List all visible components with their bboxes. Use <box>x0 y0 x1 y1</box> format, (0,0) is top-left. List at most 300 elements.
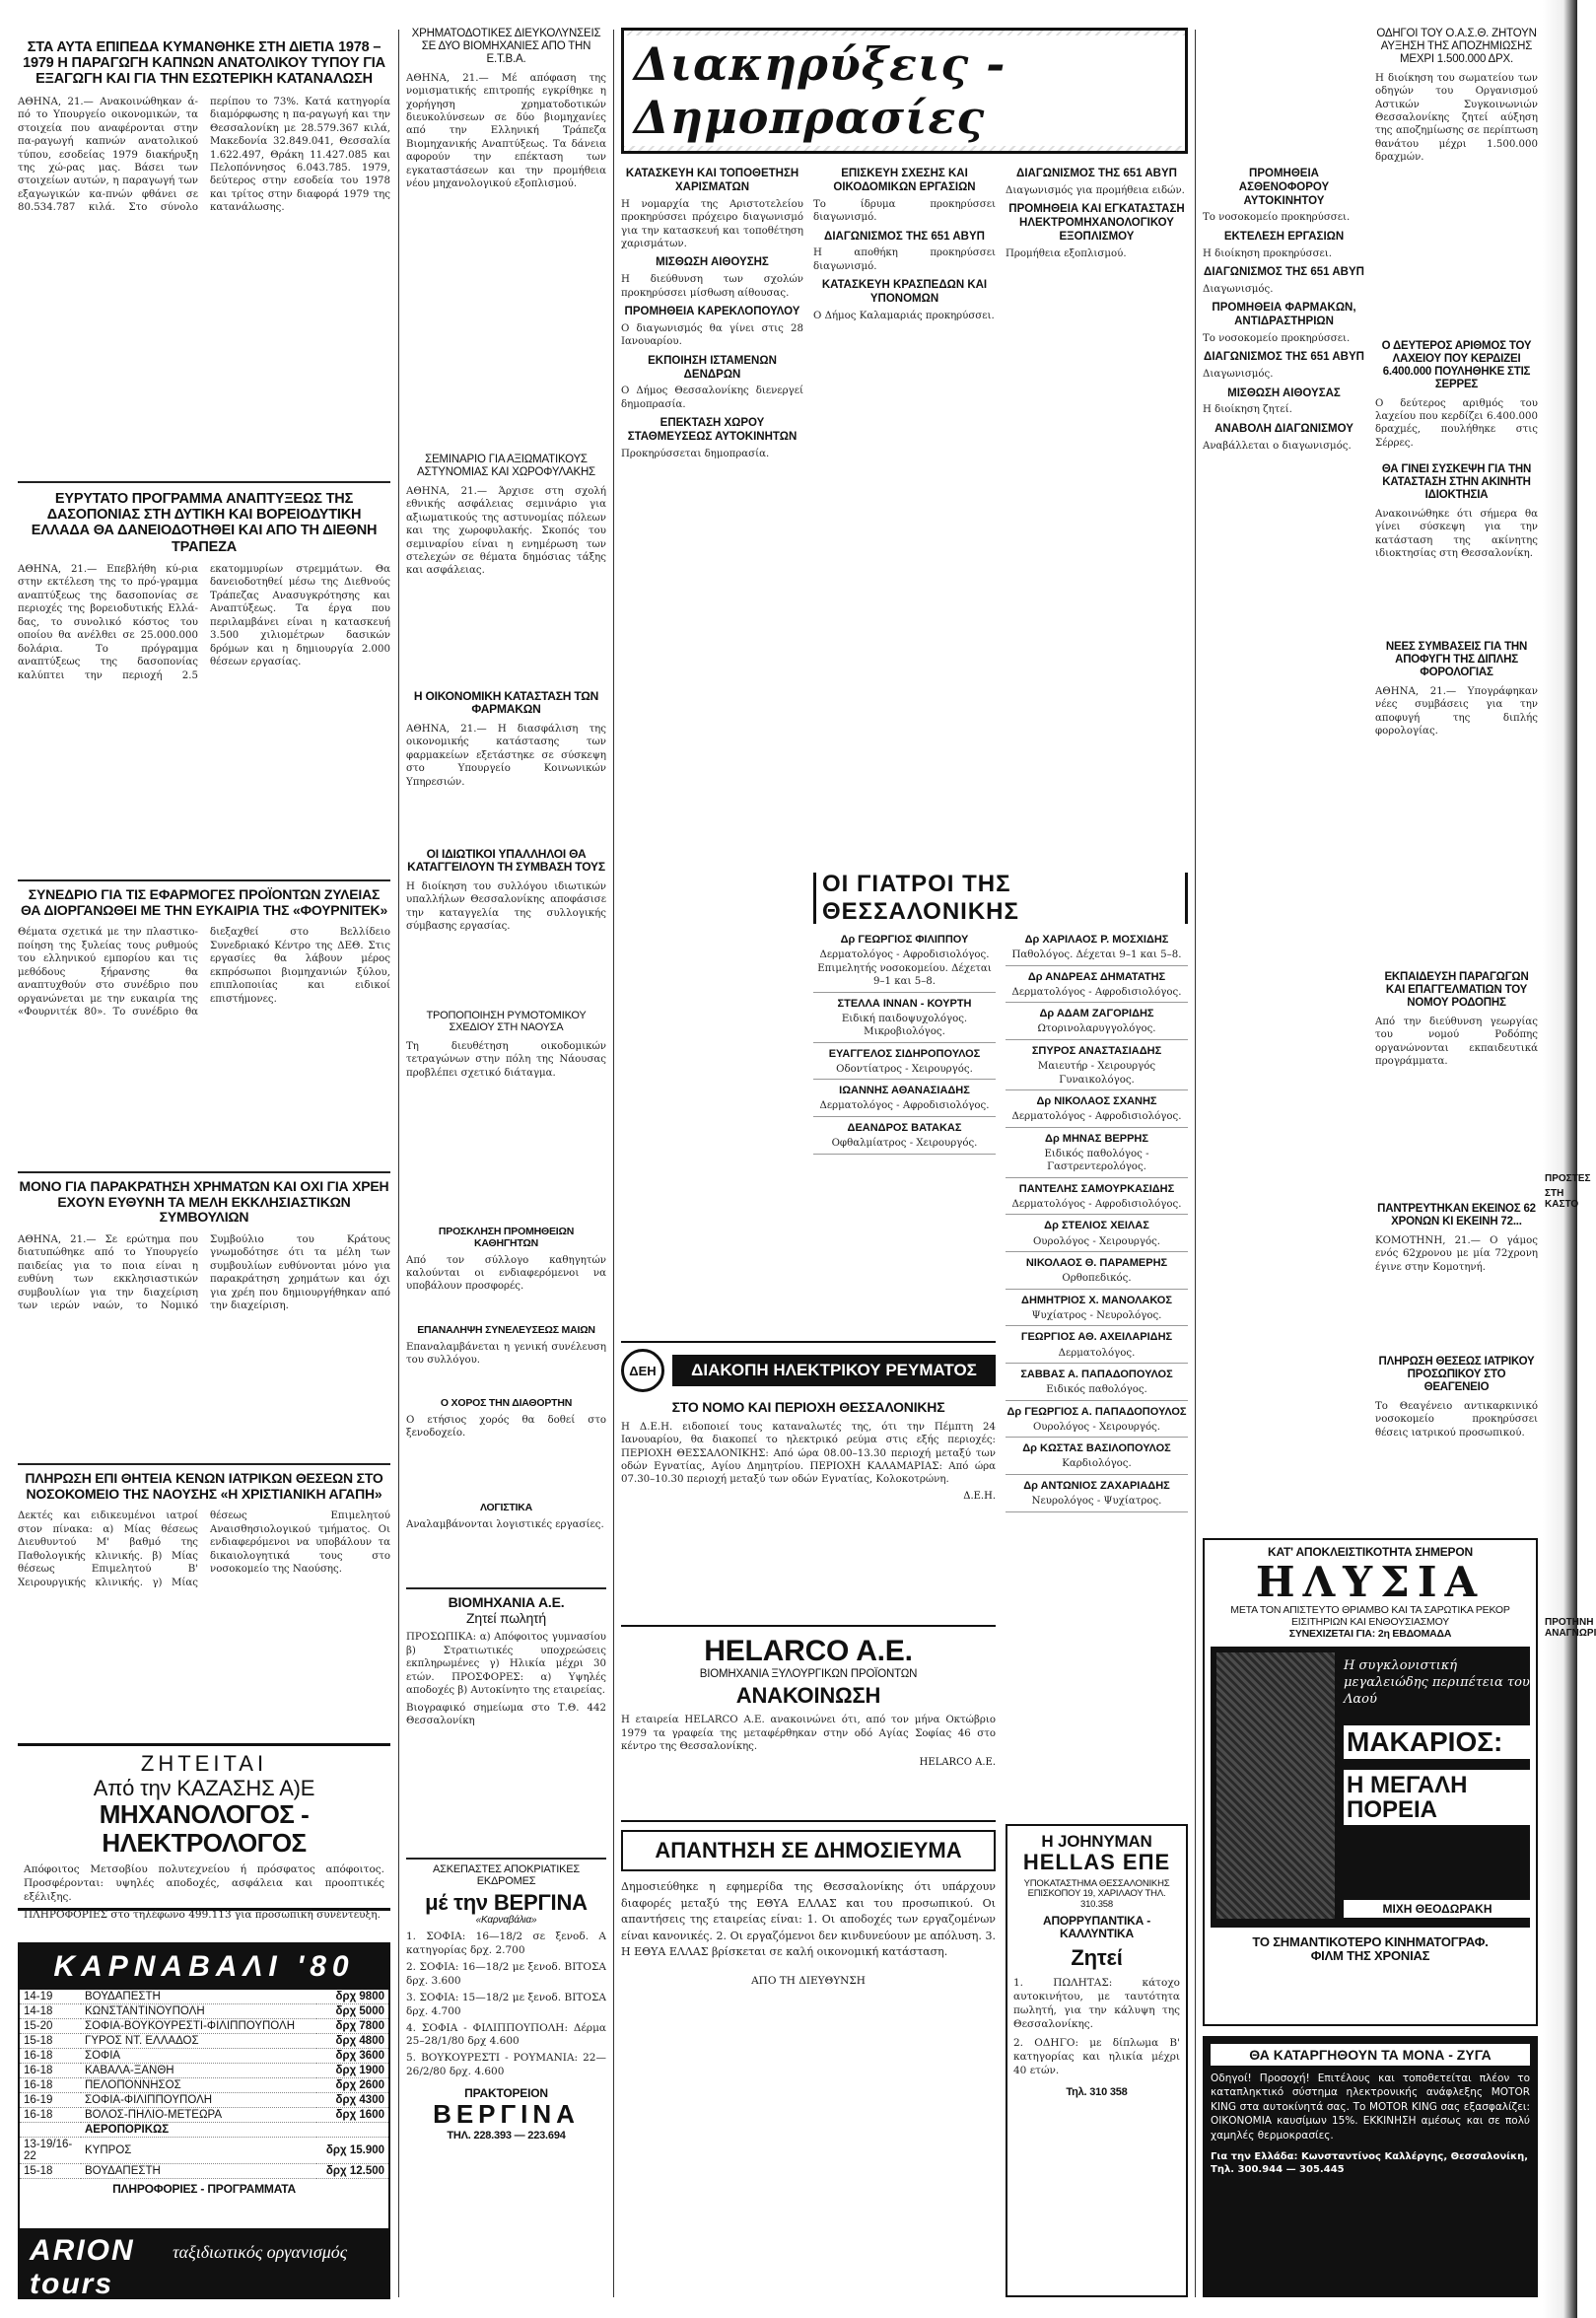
article-church-councils <box>18 1179 390 1455</box>
doctor-name: Δρ ΑΝΤΩΝΙΟΣ ΖΑΧΑΡΙΑΔΗΣ <box>1023 1479 1170 1492</box>
tender-body: Διαγωνισμός. <box>1203 283 1274 295</box>
tender-headline: ΠΡΟΜΗΘΕΙΑ ΚΑΡΕΚΛΟΠΟΥΛΟΥ <box>624 306 800 318</box>
schedule-destination: ΚΩΝΣΤΑΝΤΙΝΟΥΠΟΛΗ <box>81 2003 316 2018</box>
article-body: ΑΘΗΝΑ, 21.— Επεβλήθη κύ-ρια στην εκτέλεση της το πρό-γραμμα αναπτύξεως της δασοπονίας σε περιοχές της βορειοδυτικής Ελλά-δας, το συνολικό κόστος του οποίου θα ανέλθει σε 25.000.000 δολάρια. Το πρόγραμμα αναπτύξεως της δασοπονίας καλύπτει την περιοχή 2.5 εκατομμυρίων στρεμμάτων. Θα δανειοδοτηθεί μέσω της Διεθνούς Τράπεζας Ανασυγκρότησης και Αναπτύξεως. Τα έργα που περιλαμβάνει είναι η κατασκευή 3.500 χιλιομέτρων δασικών δρόμων και η δημιουργία 2.000 θέσεων εργασίας. <box>18 563 390 681</box>
tender-body: Η νομαρχία της Αριστοτελείου προκηρύσσει πρόχειρο διαγωνισμό για την κατασκευή και τοποθέτηση χαρισμάτων. <box>621 198 803 249</box>
industry-body: ΠΡΟΣΩΠΙΚΑ: α) Απόφοιτος γυμνασίου β) Στρατιωτικές υποχρεώσεις εκπληρωμένες γ) Ηλικία μέχρι 30 ετών. ΠΡΟΣΦΟΡΕΣ: α) Υψηλές αποδοχές β) Αυτοκίνητο της εταιρείας. <box>406 1632 606 1697</box>
notice-meeting <box>406 1325 606 1394</box>
helarco-heading: ΑΝΑΚΟΙΝΩΣΗ <box>735 1683 881 1709</box>
doctor-listing <box>1006 1008 1188 1040</box>
helarco-subtitle: ΒΙΟΜΗΧΑΝΙΑ ΞΥΛΟΥΡΓΙΚΩΝ ΠΡΟΪΟΝΤΩΝ <box>699 1667 918 1680</box>
cinema-top-line: ΚΑΤ' ΑΠΟΚΛΕΙΣΤΙΚΟΤΗΤΑ ΣΗΜΕΡΟΝ <box>1268 1545 1473 1559</box>
power-cut-notice <box>621 1341 996 1617</box>
schedule-destination: ΑΕΡΟΠΟΡΙΚΩΣ <box>81 2122 316 2137</box>
tender-body: Η διοίκηση προκηρύσσει. <box>1203 247 1333 259</box>
tender-body: Ο διαγωνισμός θα γίνει στις 28 Ιανουαρίου. <box>621 322 803 348</box>
doctor-listing <box>813 934 996 993</box>
article-etba <box>406 28 606 442</box>
karnavali-title: ΚΑΡΝΑΒΑΛΙ '80 <box>20 1944 388 1990</box>
tender-item <box>813 168 996 225</box>
doctor-name: ΙΩΑΝΝΗΣ ΑΘΑΝΑΣΙΑΔΗΣ <box>839 1085 970 1097</box>
tender-item <box>1203 168 1365 225</box>
doctor-name: ΣΑΒΒΑΣ Α. ΠΑΠΑΔΟΠΟΥΛΟΣ <box>1020 1368 1173 1380</box>
doctor-info: Ειδικός παθολόγος - Γαστρεντερολόγος. <box>1044 1148 1149 1173</box>
doctor-info: Δερματολόγος - Αφροδισιολόγος. <box>1011 1198 1182 1210</box>
article-property-meeting <box>1375 463 1538 636</box>
article-body: ΑΘΗΝΑ, 21.— Άρχισε στη σχολή εθνικής ασφάλειας σεμινάριο για αξιωματικούς της αστυνομίας πόλεων και της χωροφυλακής. Σκοπός του σεμιναρίου είναι η ενημέρωση των στελεχών σε θέματα δημόσιας τάξης και ασφάλειας. <box>406 485 606 577</box>
karnavali-schedule-table <box>20 1990 388 2179</box>
article-headline: ΠΛΗΡΩΣΗ ΕΠΙ ΘΗΤΕΙΑ ΚΕΝΩΝ ΙΑΤΡΙΚΩΝ ΘΕΣΕΩΝ ΣΤΟ ΝΟΣΟΚΟΜΕΙΟ ΤΗΣ ΝΑΟΥΣΗΣ «Η ΧΡΙΣΤΙΑΝΙΚΗ ΑΓΑΠΗ» <box>25 1470 383 1502</box>
schedule-price: δρχ 5000 <box>316 2003 388 2018</box>
doctor-name: ΝΙΚΟΛΑΟΣ Θ. ΠΑΡΑΜΕΡΗΣ <box>1025 1257 1168 1270</box>
ad-company: Από την ΚΑΖΑΣΗΣ Α)Ε <box>93 1775 315 1800</box>
article-headline: ΧΡΗΜΑΤΟΔΟΤΙΚΕΣ ΔΙΕΥΚΟΛΥΝΣΕΙΣ ΣΕ ΔΥΟ ΒΙΟΜΗΧΑΝΙΕΣ ΑΠΟ ΤΗΝ Ε.Τ.Β.Α. <box>411 28 601 65</box>
vergina-trip: 3. ΣΟΦΙΑ: 15—18/2 με ξενοδ. ΒΙΤΟΣΑ δρχ. 4.700 <box>406 1991 606 2017</box>
helarco-announcement <box>621 1625 996 1812</box>
tender-body: Προκηρύσσεται δημοπρασία. <box>621 448 770 459</box>
vergina-trip: 4. ΣΟΦΙΑ - ΦΙΛΙΠΠΟΥΠΟΛΗ: Δέρμα 25–28/1/80 δρχ 4.600 <box>406 2021 606 2048</box>
cinema-bottom1: ΤΟ ΣΗΜΑΝΤΙΚΟΤΕΡΟ ΚΙΝΗΜΑΤΟΓΡΑΦ. <box>1252 1933 1489 1949</box>
industry-contact: Βιογραφικό σημείωμα στο Τ.Θ. 442 Θεσσαλονίκη <box>406 1702 606 1727</box>
helarco-body: Η εταιρεία HELARCO A.E. ανακοινώνει ότι, από τον μήνα Οκτώβριο 1979 τα γραφεία της μεταφέρθηκαν στην οδό Αγίας Σοφίας 46 στο κέντρο της Θεσσαλονίκης. <box>621 1715 996 1752</box>
tender-headline: ΠΡΟΜΗΘΕΙΑ ΑΣΘΕΝΟΦΟΡΟΥ ΑΥΤΟΚΙΝΗΤΟΥ <box>1238 168 1330 207</box>
ad-contact: ΠΛΗΡΟΦΟΡΙΕΣ στο τηλέφωνο 499.113 για προσωπική συνέντευξη. <box>24 1909 381 1922</box>
notice-headline: ΛΟΓΙΣΤΙΚΑ <box>479 1502 533 1513</box>
motor-king-contact: Για την Ελλάδα: Κωνσταντίνος Καλλέργης, Θεσσαλονίκη, Τηλ. 300.944 — 305.445 <box>1211 2151 1529 2176</box>
doctor-info: Ειδική παιδοψυχολόγος. Μικροβιολόγος. <box>841 1013 968 1038</box>
schedule-date: 13-19/16-22 <box>20 2137 81 2163</box>
notice-dance <box>406 1398 606 1497</box>
doctor-info: Οδοντίατρος - Χειρουργός. <box>836 1063 973 1075</box>
schedule-price: δρχ 15.900 <box>316 2137 388 2163</box>
doctor-info: Μαιευτήρ - Χειρουργός Γυναικολόγος. <box>1037 1061 1156 1086</box>
doctor-listing <box>1006 1133 1188 1178</box>
doctor-name: Δρ ΓΕΩΡΓΙΟΣ ΦΙΛΙΠΠΟΥ <box>840 934 969 946</box>
tender-item <box>621 256 803 300</box>
reply-body: Δημοσιεύθηκε η εφημερίδα της Θεσσαλονίκης ότι υπάρχουν διαφορές μεταξύ της ΕΘΥΑ ΕΛΛΑΣ και του προσωπικού. Οι απαντήσεις της εταιρείας είναι: 1. Οι αποδοχές των εργαζομένων είναι κανονικές. 2. Οι εργαζόμενοι δεν κινδυνεύουν με απόλυση. 3. Η ΕΘΥΑ ΕΛΛΑΣ βρίσκεται σε καλή οικονομική κατάσταση. <box>621 1880 996 1958</box>
article-headline: ΘΑ ΓΙΝΕΙ ΣΥΣΚΕΨΗ ΓΙΑ ΤΗΝ ΚΑΤΑΣΤΑΣΗ ΣΤΗΝ ΑΚΙΝΗΤΗ ΙΔΙΟΚΤΗΣΙΑ <box>1381 463 1532 501</box>
article-tobacco <box>18 39 390 473</box>
doctor-info: Δερματολόγος - Αφροδισιολόγος. <box>1011 986 1182 998</box>
tender-body: Το νοσοκομείο προκηρύσσει. <box>1203 212 1351 224</box>
schedule-date: 16-19 <box>20 2092 81 2107</box>
edge-headline-2: ΣΤΗ ΚΑΣΤΟ <box>1545 1188 1579 1210</box>
doctor-name: ΔΗΜΗΤΡΙΟΣ Χ. ΜΑΝΟΛΑΚΟΣ <box>1021 1294 1172 1306</box>
article-body: Ανακοινώθηκε ότι σήμερα θα γίνει σύσκεψη για την κατάσταση της ακίνητης ιδιοκτησίας στη Θεσσαλονίκη. <box>1375 508 1538 559</box>
article-body: Δεκτές και ειδικευμένοι ιατροί στον πίνακα: α) Μίας θέσεως Διευθυντού Μ' βαθμό της Παθολογικής κλινικής. β) Μίας θέσεως Επιμελητού Β' Χειρουργικής κλινικής. γ) Μίας θέσεως Επιμελητού Αναισθησιολογικού τμήματος. Οι ενδιαφερόμενοι να υποβάλουν τα δικαιολογητικά τους στο νοσοκομείο της Ναούσης. <box>18 1510 390 1588</box>
tender-headline: ΕΠΕΚΤΑΣΗ ΧΩΡΟΥ ΣΤΑΘΜΕΥΣΕΩΣ ΑΥΤΟΚΙΝΗΤΩΝ <box>627 417 798 444</box>
helarco-sign: HELARCO A.E. <box>919 1757 996 1769</box>
schedule-price: δρχ 12.500 <box>316 2163 388 2178</box>
article-body: Η διοίκηση του συλλόγου ιδιωτικών υπαλλήλων Θεσσαλονίκης αποφάσισε την καταγγελία της συλλογικής σύμβασης εργασίας. <box>406 880 606 933</box>
schedule-destination: ΓΥΡΟΣ ΝΤ. ΕΛΛΑΔΟΣ <box>81 2033 316 2048</box>
article-body: Η διοίκηση του σωματείου των οδηγών του Οργανισμού Αστικών Συγκοινωνιών Θεσσαλονίκης ζητεί αύξηση της αποζημίωσης σε περίπτωση θανάτου μέχρι 1.500.000 δραχμών. <box>1375 72 1538 164</box>
schedule-price: δρχ 3600 <box>316 2048 388 2063</box>
schedule-date: 16-18 <box>20 2077 81 2092</box>
doctor-listing <box>1006 1045 1188 1090</box>
tenders-column-4 <box>1203 162 1365 1227</box>
doctor-name: Δρ ΚΩΣΤΑΣ ΒΑΣΙΛΟΠΟΥΛΟΣ <box>1022 1442 1171 1455</box>
schedule-date: 15-20 <box>20 2018 81 2033</box>
film-poster <box>1211 1647 1530 1928</box>
article-double-taxation <box>1375 641 1538 966</box>
article-wedding <box>1375 1203 1538 1351</box>
tender-body: Διαγωνισμός. <box>1203 369 1274 381</box>
doctor-listing <box>1006 971 1188 1004</box>
tender-item <box>621 168 803 250</box>
johnyman-address: ΥΠΟΚΑΤΑΣΤΗΜΑ ΘΕΣΣΑΛΟΝΙΚΗΣ ΕΠΙΣΚΟΠΟΥ 19, ΧΑΡΙΛΑΟΥ ΤΗΛ. 310.358 <box>1023 1877 1170 1910</box>
edge-headline-3: ΠΡΟΤΗΝΗ ΑΝΑΓΝΩΡΙ <box>1545 1617 1596 1639</box>
vergina-headline: ΑΣΚΕΠΑΣΤΕΣ ΑΠΟΚΡΙΑΤΙΚΕΣ ΕΚΔΡΟΜΕΣ <box>433 1863 580 1888</box>
schedule-row <box>20 2077 388 2092</box>
doctor-listing <box>1006 1480 1188 1512</box>
article-body: ΑΘΗΝΑ, 21.— Υπογράφηκαν νέες συμβάσεις για την αποφυγή της διπλής φορολογίας. <box>1375 685 1538 737</box>
tender-headline: ΜΙΣΘΩΣΗ ΑΙΘΟΥΣΗΣ <box>656 256 769 269</box>
industry-job-ad <box>406 1595 606 1852</box>
doctor-info: Δερματολόγος. <box>1058 1347 1136 1359</box>
article-police-seminar <box>406 454 606 680</box>
tender-item <box>1006 168 1188 197</box>
cinema-venue: ΗΛΥΣΙΑ <box>1255 1558 1486 1607</box>
arion-tagline: ταξιδιωτικός οργανισμός <box>173 2242 348 2262</box>
tender-item <box>621 306 803 349</box>
tender-headline: ΔΙΑΓΩΝΙΣΜΟΣ ΤΗΣ 651 ΑΒΥΠ <box>1016 168 1177 179</box>
schedule-destination: ΚΑΒΑΛΑ-ΞΑΝΘΗ <box>81 2063 316 2077</box>
article-theageneio <box>1375 1356 1538 1528</box>
tender-body: Το ίδρυμα προκηρύσσει διαγωνισμό. <box>813 198 996 224</box>
vergina-brand: μέ την ΒΕΡΓΙΝΑ <box>425 1889 588 1915</box>
article-headline: ΟΙ ΙΔΙΩΤΙΚΟΙ ΥΠΑΛΛΗΛΟΙ ΘΑ ΚΑΤΑΓΓΕΙΛΟΥΝ ΤΗ ΣΥΜΒΑΣΗ ΤΟΥΣ <box>407 847 605 875</box>
article-headline: Ο ΔΕΥΤΕΡΟΣ ΑΡΙΘΜΟΣ ΤΟΥ ΛΑΧΕΙΟΥ ΠΟΥ ΚΕΡΔΙΖΕΙ 6.400.000 ΠΟΥΛΗΘΗΚΕ ΣΤΙΣ ΣΕΡΡΕΣ <box>1381 340 1532 390</box>
page-edge-strip <box>1543 0 1596 2318</box>
schedule-row <box>20 2107 388 2122</box>
vergina-trip: 5. ΒΟΥΚΟΥΡΕΣΤΙ - ΡΟΥΜΑΝΙΑ: 22—26/2/80 δρχ. 4.600 <box>406 2052 606 2078</box>
power-cut-title: ΔΙΑΚΟΠΗ ΗΛΕΚΤΡΙΚΟΥ ΡΕΥΜΑΤΟΣ <box>672 1355 996 1386</box>
article-body: Θέματα σχετικά με την πλαστικο-ποίηση της ξυλείας τους ρυθμούς του ελληνικού εμπορίου και τις μεθόδους ξήρανσης θα αναπτυχθούν στο συνέδριο που οργανώνεται με την ευκαιρία της «Φουρνιτέκ 80». Το συνέδριο θα διεξαχθεί στο Βελλίδειο Συνεδριακό Κέντρο της ΔΕΘ. Στις εργασίες θα λάβουν μέρος εκπρόσωποι βιομηχανιών ξύλου, επιπλοποιίας και ειδικοί επιστήμονες. <box>18 927 390 1019</box>
doctor-name: Δρ ΣΤΕΛΙΟΣ ΧΕΙΛΑΣ <box>1044 1220 1149 1232</box>
article-headline: ΤΡΟΠΟΠΟΙΗΣΗ ΡΥΜΟΤΟΜΙΚΟΥ ΣΧΕΔΙΟΥ ΣΤΗ ΝΑΟΥΣΑ <box>426 1010 587 1034</box>
cinema-sub2: ΣΥΝΕΧΙΖΕΤΑΙ ΓΙΑ: 2η ΕΒΔΟΜΑΔΑ <box>1288 1627 1452 1640</box>
doctor-listing <box>1006 1095 1188 1128</box>
article-headline: ΣΤΑ ΑΥΤΑ ΕΠΙΠΕΔΑ ΚΥΜΑΝΘΗΚΕ ΣΤΗ ΔΙΕΤΙΑ 1978 – 1979 Η ΠΑΡΑΓΩΓΗ ΚΑΠΝΩΝ ΑΝΑΤΟΛΙΚΟΥ ΤΥΠΟΥ ΓΙΑ ΕΞΑΓΩΓΗ ΚΑΙ ΓΙΑ ΤΗΝ ΕΣΩΤΕΡΙΚΗ ΚΑΤΑΝΑΛΩΣΗ <box>23 39 385 88</box>
tender-headline: ΔΙΑΓΩΝΙΣΜΟΣ ΤΗΣ 651 ΑΒΥΠ <box>1204 351 1364 364</box>
cinema-ad-ilysia <box>1203 1538 1538 2026</box>
reply-sign: ΑΠΟ ΤΗ ΔΙΕΥΘΥΝΣΗ <box>751 1974 866 1987</box>
doctors-banner <box>813 873 1188 924</box>
johnyman-items <box>1013 1977 1180 2078</box>
tender-body: Η διοίκηση ζητεί. <box>1203 404 1292 416</box>
doctor-info: Ψυχίατρος - Νευρολόγος. <box>1031 1309 1162 1321</box>
doctor-info: Δερματολόγος - Αφροδισιολόγος. Επιμελητής νοσοκομείου. Δέχεται 9–1 και 5–8. <box>817 949 992 988</box>
industry-subtitle: Ζητεί πωλητή <box>466 1609 546 1626</box>
schedule-price <box>316 2122 388 2137</box>
schedule-price: δρχ 4300 <box>316 2092 388 2107</box>
doctors-title: ΟΙ ΓΙΑΤΡΟΙ ΤΗΣ ΘΕΣΣΑΛΟΝΙΚΗΣ <box>816 871 1185 926</box>
doctor-listing <box>1006 1331 1188 1364</box>
ad-body: Απόφοιτος Μετσοβίου πολυτεχνείου ή πρόσφατος απόφοιτος. Προσφέρονται: υψηλές αποδοχές, ασφάλεια και προοπτικές εξέλιξης. <box>24 1863 384 1904</box>
doctor-listing <box>1006 1257 1188 1290</box>
schedule-price: δρχ 2600 <box>316 2077 388 2092</box>
johnyman-item: 1. ΠΩΛΗΤΑΣ: κάτοχο αυτοκινήτου, με ταυτότητα πωλητή, για την κάλυψη της Θεσσαλονίκης. <box>1013 1977 1180 2030</box>
schedule-date: 15-18 <box>20 2033 81 2048</box>
doctor-info: Ορθοπεδικός. <box>1062 1273 1132 1285</box>
motor-king-ad <box>1203 2036 1538 2297</box>
schedule-row <box>20 2048 388 2063</box>
karnavali-footer: ΠΛΗΡΟΦΟΡΙΕΣ - ΠΡΟΓΡΑΜΜΑΤΑ <box>112 2181 296 2196</box>
article-body: Το Θεαγένειο αντικαρκινικό νοσοκομείο προκηρύσσει θέσεις ιατρικού προσωπικού. <box>1375 1400 1538 1439</box>
poster-director: ΜΙΧΗ ΘΕΟΔΩΡΑΚΗ <box>1344 1900 1531 1918</box>
schedule-row <box>20 2137 388 2163</box>
doctor-info: Δερματολόγος - Αφροδισιολόγος. <box>1011 1111 1182 1123</box>
tender-headline: ΠΡΟΜΗΘΕΙΑ ΚΑΙ ΕΓΚΑΤΑΣΤΑΣΗ ΗΛΕΚΤΡΟΜΗΧΑΝΟΛΟΓΙΚΟΥ ΕΞΟΠΛΙΣΜΟΥ <box>1008 203 1185 243</box>
tender-body: Η διεύθυνση των σχολών προκηρύσσει μίσθωση αίθουσας. <box>621 274 803 299</box>
vergina-agency-name: ΒΕΡΓΙΝΑ <box>433 2099 580 2130</box>
notice-accounting <box>406 1503 606 1581</box>
doctor-name: Δρ ΝΙΚΟΛΑΟΣ ΣΧΑΝΗΣ <box>1036 1095 1157 1108</box>
notice-invitation <box>406 1227 606 1320</box>
tender-body: Ο Δήμος Καλαμαριάς προκηρύσσει. <box>813 310 995 321</box>
schedule-row <box>20 2018 388 2033</box>
vergina-sub: «Καρναβάλια» <box>475 1915 537 1927</box>
notice-headline: ΠΡΟΣΚΛΗΣΗ ΠΡΟΜΗΘΕΙΩΝ ΚΑΘΗΓΗΤΩΝ <box>438 1226 575 1249</box>
schedule-destination: ΒΟΥΔΑΠΕΣΤΗ <box>81 1990 316 2004</box>
doctor-name: ΠΑΝΤΕΛΗΣ ΣΑΜΟΥΡΚΑΣΙΔΗΣ <box>1018 1182 1175 1195</box>
edge-headline-1: ΠΡΟΣΤΕΣ <box>1545 1173 1591 1184</box>
schedule-row <box>20 2003 388 2018</box>
arion-brand: ARION tours <box>30 2234 135 2300</box>
schedule-destination: ΣΟΦΙΑ-ΒΟΥΚΟΥΡΕΣΤΙ-ΦΙΛΙΠΠΟΥΠΟΛΗ <box>81 2018 316 2033</box>
arion-address: ΑΡΙΣΤΟΤΕΛΟΥΣ 6, ΘΕΣΣΑΛΟΝΙΚΗ - ΤΗΛ. 273145 - 206.670 <box>75 2305 333 2316</box>
doctor-info: Νευρολόγος - Ψυχίατρος. <box>1031 1496 1162 1508</box>
ad-position: ΜΗΧΑΝΟΛΟΓΟΣ - ΗΛΕΚΤΡΟΛΟΓΟΣ <box>99 1799 310 1859</box>
schedule-date: 14-18 <box>20 2003 81 2018</box>
schedule-date: 15-18 <box>20 2163 81 2178</box>
tender-body: Διαγωνισμός για προμήθεια ειδών. <box>1006 184 1185 196</box>
tender-headline: ΜΙΣΘΩΣΗ ΑΙΘΟΥΣΑΣ <box>1227 386 1341 399</box>
doctors-list-a <box>813 932 996 1331</box>
article-pharmacies <box>406 690 606 838</box>
article-body: ΚΟΜΟΤΗΝΗ, 21.— Ο γάμος ενός 62χρονου με μία 72χρονη έγινε στην Κομοτηνή. <box>1375 1234 1538 1273</box>
tender-headline: ΔΙΑΓΩΝΙΣΜΟΣ ΤΗΣ 651 ΑΒΥΠ <box>824 230 985 243</box>
tender-headline: ΔΙΑΓΩΝΙΣΜΟΣ ΤΗΣ 651 ΑΒΥΠ <box>1204 266 1364 279</box>
johnyman-company: HELLAS ΕΠΕ <box>1022 1850 1171 1875</box>
article-private-employees <box>406 848 606 1001</box>
notice-headline: ΕΠΑΝΑΛΗΨΗ ΣΥΝΕΛΕΥΣΕΩΣ ΜΑΙΩΝ <box>417 1324 595 1336</box>
tender-item <box>1203 231 1365 260</box>
schedule-destination: ΒΟΥΔΑΠΕΣΤΗ <box>81 2163 316 2178</box>
power-cut-body: Η Δ.Ε.Η. ειδοποιεί τους καταναλωτές της, ότι την Πέμπτη 24 Ιανουαρίου, θα διακοπεί το ηλεκτρικό ρεύμα στις εξής περιοχές: ΠΕΡΙΟΧΗ ΘΕΣΣΑΛΟΝΙΚΗΣ: Από ώρα 08.00–13.30 περιοχή μεταξύ των οδών Εγνατίας, Αγίου Δημητρίου. ΠΕΡΙΟΧΗ ΚΑΛΑΜΑΡΙΑΣ: Από ώρα 07.30–10.30 περιοχή μεταξύ των οδών Εγνατίας, Κολοκοτρώνη. <box>621 1421 996 1486</box>
tender-headline: ΚΑΤΑΣΚΕΥΗ ΚΡΑΣΠΕΔΩΝ ΚΑΙ ΥΠΟΝΟΜΩΝ <box>821 279 988 305</box>
doctor-name: Δρ ΧΑΡΙΛΑΟΣ Ρ. ΜΟΣΧΙΔΗΣ <box>1024 934 1169 946</box>
schedule-destination: ΣΟΦΙΑ-ΦΙΛΙΠΠΟΥΠΟΛΗ <box>81 2092 316 2107</box>
job-ad-kazasis <box>18 1743 390 1922</box>
tender-item <box>1203 387 1365 417</box>
tender-item <box>813 231 996 274</box>
power-cut-subtitle: ΣΤΟ ΝΟΜΟ ΚΑΙ ΠΕΡΙΟΧΗ ΘΕΣΣΑΛΟΝΙΚΗΣ <box>671 1399 945 1415</box>
johnyman-phone: Τηλ. 310 358 <box>1066 2086 1128 2099</box>
schedule-row <box>20 2122 388 2137</box>
article-headline: ΠΑΝΤΡΕΥΤΗΚΑΝ ΕΚΕΙΝΟΣ 62 ΧΡΟΝΩΝ ΚΙ ΕΚΕΙΝΗ 72... <box>1377 1203 1536 1228</box>
doctor-name: Δρ ΑΔΑΜ ΖΑΓΟΡΙΔΗΣ <box>1039 1008 1154 1020</box>
masthead-title: Διακηρύξεις - Δημοπρασίες <box>624 35 1185 146</box>
doctor-info: Καρδιολόγος. <box>1062 1458 1132 1470</box>
schedule-date <box>20 2122 81 2137</box>
article-headline: ΟΔΗΓΟΙ ΤΟΥ Ο.Α.Σ.Θ. ΖΗΤΟΥΝ ΑΥΞΗΣΗ ΤΗΣ ΑΠΟΖΗΜΙΩΣΗΣ ΜΕΧΡΙ 1.500.000 ΔΡΧ. <box>1376 28 1537 65</box>
schedule-date: 16-18 <box>20 2107 81 2122</box>
tender-item <box>1203 351 1365 381</box>
vergina-trip: 2. ΣΟΦΙΑ: 16—18/2 με ξενοδ. ΒΙΤΟΣΑ δρχ. 3.600 <box>406 1961 606 1988</box>
article-body: Τη διευθέτηση οικοδομικών τετραγώνων στην πόλη της Νάουσας προβλέπει σχετικό διάταγμα. <box>406 1040 606 1079</box>
notice-headline: Ο ΧΟΡΟΣ ΤΗΝ ΔΙΑΘΟΡΤΗΝ <box>440 1397 573 1409</box>
schedule-price: δρχ 7800 <box>316 2018 388 2033</box>
doctor-listing <box>813 1085 996 1117</box>
schedule-date: 16-18 <box>20 2063 81 2077</box>
tender-item <box>1203 302 1365 345</box>
article-headline: ΣΕΜΙΝΑΡΙΟ ΓΙΑ ΑΞΙΩΜΑΤΙΚΟΥΣ ΑΣΤΥΝΟΜΙΑΣ ΚΑΙ ΧΩΡΟΦΥΛΑΚΗΣ <box>417 454 595 478</box>
motor-king-headline: ΘΑ ΚΑΤΑΡΓΗΘΟΥΝ ΤΑ ΜΟΝΑ - ΖΥΓΑ <box>1211 2044 1530 2066</box>
reply-heading: ΑΠΑΝΤΗΣΗ ΣΕ ΔΗΜΟΣΙΕΥΜΑ <box>621 1830 996 1871</box>
article-body: ΑΘΗΝΑ, 21.— Ανακοινώθηκαν ά-πό το Υπουργείο οικονομικών, τα στοιχεία που αναφέρονται στην πα-ραγωγή καπνών ανατολικού τύπου, εσοδείας 1979 διακήρυξη της χώ-ρας μας. Βάσει των στοιχείων αυτών, η παραγωγή των εξαγωγικών κα-πνών φθάνει σε 80.534.787 κιλά. Στο σύνολο περίπου το 73%. Κατά κατηγορία διαμόρφωσης η πα-ραγωγή και την Θεσσαλονίκη με 28.579.367 κιλά, Μακεδονία 32.849.041, Θεσσαλία 1.622.497, Θράκη 11.427.085 και Πελοπόννησος 6.043.785. 1979, δεύτερος στην εσοδεία του 1978 και τρίτος στην διαφορά 1979 της κατανάλωσης. <box>18 96 390 214</box>
vergina-phone: ΤΗΛ. 228.393 — 223.694 <box>447 2129 566 2142</box>
schedule-date: 14-19 <box>20 1990 81 2004</box>
doctor-listing <box>1006 1369 1188 1401</box>
doctor-name: Δρ ΜΗΝΑΣ ΒΕΡΡΗΣ <box>1045 1132 1148 1145</box>
doctor-listing <box>1006 1406 1188 1439</box>
schedule-destination: ΚΥΠΡΟΣ <box>81 2137 316 2163</box>
johnyman-name: Η JOHNYMAN <box>1041 1832 1152 1851</box>
vergina-agency-label: ΠΡΑΚΤΟΡΕΙΟΝ <box>464 2086 548 2101</box>
doctor-listing <box>813 1122 996 1155</box>
doctor-info: Δερματολόγος - Αφροδισιολόγος. <box>819 1100 990 1112</box>
doctor-listing <box>813 998 996 1043</box>
schedule-price: δρχ 1900 <box>316 2063 388 2077</box>
article-lottery <box>1375 340 1538 458</box>
article-body: ΑΘΗΝΑ, 21.— Σε ερώτημα που διατυπώθηκε από το Υπουργείο παιδείας για το ποια είναι η ευθύνη των εκκλησιαστικών συμβουλίων για την διαχείριση των ιερών ναών, το Νομικό Συμβούλιο του Κράτους γνωμοδότησε ότι τα μέλη των συμβουλίων ευθύνονται μόνο για παρακράτηση χρημάτων και όχι για χρέη που δημιουργήθηκαν από την διαχείριση. <box>18 1234 390 1312</box>
doctor-name: ΕΥΑΓΓΕΛΟΣ ΣΙΔΗΡΟΠΟΥΛΟΣ <box>828 1047 981 1060</box>
cinema-bottom2: ΦΙΛΜ ΤΗΣ ΧΡΟΝΙΑΣ <box>1310 1948 1430 1964</box>
poster-film-subtitle: Η ΜΕΓΑΛΗ ΠΟΡΕΙΑ <box>1344 1770 1531 1825</box>
article-naousa-hospital <box>18 1471 390 1732</box>
schedule-price: δρχ 4800 <box>316 2033 388 2048</box>
doctor-name: ΓΕΩΡΓΙΟΣ ΑΘ. ΑΧΕΙΛΑΡΙΔΗΣ <box>1020 1331 1173 1344</box>
johnyman-wanted: Ζητεί <box>1071 1945 1123 1971</box>
vergina-list <box>406 1931 606 2079</box>
tender-headline: ΑΝΑΒΟΛΗ ΔΙΑΓΩΝΙΣΜΟΥ <box>1214 422 1353 435</box>
doctor-listing <box>1006 1442 1188 1475</box>
johnyman-products: ΑΠΟΡΡΥΠΑΝΤΙΚΑ - ΚΑΛΛΥΝΤΙΚΑ <box>1042 1913 1150 1940</box>
doctor-listing <box>813 1048 996 1081</box>
doctor-name: Δρ ΑΝΔΡΕΑΣ ΔΗΜΑΤΑΤΗΣ <box>1027 970 1166 983</box>
motor-king-body: Οδηγοί! Προσοχή! Επιτέλους και τοποθετείται πλέον το καταπληκτικό σύστημα ηλεκτρονικής ανάφλεξης MOTOR KING στα αυτοκίνητά σας. Το MOTOR KING σας εξασφαλίζει: ΟΙΚΟΝΟΜΙΑ καυσίμων 15%. ΕΚΚΙΝΗΣΗ αμέσως και σε πολύ χαμηλές θερμοκρασίες. <box>1211 2072 1530 2142</box>
article-oasth-drivers <box>1375 28 1538 333</box>
tender-body: Προμήθεια εξοπλισμού. <box>1006 247 1127 259</box>
tender-headline: ΕΚΤΕΛΕΣΗ ΕΡΓΑΣΙΩΝ <box>1223 230 1345 243</box>
tender-headline: ΠΡΟΜΗΘΕΙΑ ΦΑΡΜΑΚΩΝ, ΑΝΤΙΔΡΑΣΤΗΡΙΩΝ <box>1212 302 1356 328</box>
article-town-plan <box>406 1010 606 1217</box>
schedule-price: δρχ 1600 <box>316 2107 388 2122</box>
schedule-row <box>20 2063 388 2077</box>
doctor-name: ΣΠΥΡΟΣ ΑΝΑΣΤΑΣΙΑΔΗΣ <box>1031 1044 1162 1057</box>
notice-body: Επαναλαμβάνεται η γενική συνέλευση του συλλόγου. <box>406 1341 606 1367</box>
article-body: Από την διεύθυνση γεωργίας του νομού Ροδόπης οργανώνονται εκπαιδευτικά προγράμματα. <box>1375 1016 1538 1067</box>
poster-quote: Η συγκλονιστική μεγαλειώδης περιπέτεια του Λαού <box>1344 1657 1530 1707</box>
vergina-travel-ad <box>406 1863 606 2278</box>
tender-item <box>813 279 996 322</box>
article-body: Ο δεύτερος αριθμός του λαχείου που κερδίζει 6.400.000 δραχμές, πουλήθηκε στις Σέρρες. <box>1375 397 1538 449</box>
doctor-info: Ουρολόγος - Χειρουργός. <box>1032 1421 1161 1433</box>
doctor-listing <box>1006 1220 1188 1252</box>
ad-wanted-label: ΖΗΤΕΙΤΑΙ <box>140 1751 268 1776</box>
helarco-name: HELARCO A.E. <box>704 1635 913 1667</box>
notice-body: Από τον σύλλογο καθηγητών καλούνται οι ενδιαφερόμενοι να υποβάλουν προσφορές. <box>406 1254 606 1293</box>
doctors-list-b <box>1006 932 1188 1617</box>
doctor-name: ΔΕΑΝΔΡΟΣ ΒΑΤΑΚΑΣ <box>847 1121 962 1134</box>
article-headline: ΕΥΡΥΤΑΤΟ ΠΡΟΓΡΑΜΜΑ ΑΝΑΠΤΥΞΕΩΣ ΤΗΣ ΔΑΣΟΠΟΝΙΑΣ ΣΤΗ ΔΥΤΙΚΗ ΚΑΙ ΒΟΡΕΙΟΔΥΤΙΚΗ ΕΛΛΑΔΑ ΘΑ ΔΑΝΕΙΟΔΟΤΗΘΕΙ ΚΑΙ ΑΠΟ ΤΗ ΔΙΕΘΝΗ ΤΡΑΠΕΖΑ <box>31 491 378 555</box>
tender-body: Το νοσοκομείο προκηρύσσει. <box>1203 332 1351 344</box>
article-headline: ΜΟΝΟ ΓΙΑ ΠΑΡΑΚΡΑΤΗΣΗ ΧΡΗΜΑΤΩΝ ΚΑΙ ΟΧΙ ΓΙΑ ΧΡΕΗ ΕΧΟΥΝ ΕΥΘΥΝΗ ΤΑ ΜΕΛΗ ΕΚΚΛΗΣΙΑΣΤΙΚΩΝ ΣΥΜΒΟΥΛΙΩΝ <box>19 1178 389 1226</box>
schedule-row <box>20 2033 388 2048</box>
tender-item <box>621 417 803 460</box>
reply-notice <box>621 1820 996 2298</box>
arion-logo <box>20 2228 388 2316</box>
tender-headline: ΕΠΙΣΚΕΥΗ ΣΧΕΣΗΣ ΚΑΙ ΟΙΚΟΔΟΜΙΚΩΝ ΕΡΓΑΣΙΩΝ <box>833 168 976 193</box>
tender-body: Ο Δήμος Θεσσαλονίκης διενεργεί δημοπρασία. <box>621 386 803 410</box>
tenders-column-1 <box>621 162 803 1010</box>
tender-body: Η αποθήκη προκηρύσσει διαγωνισμό. <box>813 247 996 272</box>
article-body: ΑΘΗΝΑ, 21.— Μέ απόφαση της νομισματικής επιτροπής εγκρίθηκε η χορήγηση χρηματοδοτικών διευκολύνσεων σε δύο βιομηχανίες από την Ελληνική Τράπεζα Βιομηχανικής Αναπτύξεως. Τα δάνεια αφορούν την επέκταση των εγκαταστάσεων και την προμήθεια νέου μηχανολογικού εξοπλισμού. <box>406 72 606 190</box>
doctor-listing <box>1006 1183 1188 1216</box>
article-rodopi-training <box>1375 971 1538 1198</box>
poster-image <box>1216 1652 1335 1919</box>
tender-headline: ΕΚΠΟΙΗΣΗ ΙΣΤΑΜΕΝΩΝ ΔΕΝΔΡΩΝ <box>648 354 777 381</box>
section-masthead <box>621 28 1188 154</box>
article-wood-congress <box>18 887 390 1163</box>
doctor-info: Οφθαλμίατρος - Χειρουργός. <box>831 1138 978 1150</box>
article-headline: ΠΛΗΡΩΣΗ ΘΕΣΕΩΣ ΙΑΤΡΙΚΟΥ ΠΡΟΣΩΠΙΚΟΥ ΣΤΟ ΘΕΑΓΕΝΕΙΟ <box>1378 1356 1535 1393</box>
karnavali-travel-ad <box>18 1942 390 2316</box>
doctor-info: Ειδικός παθολόγος. <box>1046 1384 1147 1396</box>
doctor-info: Ουρολόγος - Χειρουργός. <box>1032 1235 1161 1247</box>
cinema-sub1: ΜΕΤΑ ΤΟΝ ΑΠΙΣΤΕΥΤΟ ΘΡΙΑΜΒΟ ΚΑΙ ΤΑ ΣΑΡΩΤΙΚΑ ΡΕΚΟΡ ΕΙΣΙΤΗΡΙΩΝ ΚΑΙ ΕΝΘΟΥΣΙΑΣΜΟΥ <box>1230 1604 1510 1629</box>
article-body: ΑΘΗΝΑ, 21.— Η διασφάλιση της οικονομικής κατάστασης των φαρμακείων εξετάστηκε σε σύσκεψη στο Υπουργείο Κοινωνικών Υπηρεσιών. <box>406 723 606 788</box>
article-headline: ΕΚΠΑΙΔΕΥΣΗ ΠΑΡΑΓΩΓΩΝ ΚΑΙ ΕΠΑΓΓΕΛΜΑΤΙΩΝ ΤΟΥ ΝΟΜΟΥ ΡΟΔΟΠΗΣ <box>1384 971 1529 1009</box>
notice-body: Αναλαμβάνονται λογιστικές εργασίες. <box>406 1518 604 1530</box>
tender-item <box>1203 266 1365 296</box>
schedule-destination: ΒΟΛΟΣ-ΠΗΛΙΟ-ΜΕΤΕΩΡΑ <box>81 2107 316 2122</box>
tender-headline: ΚΑΤΑΣΚΕΥΗ ΚΑΙ ΤΟΠΟΘΕΤΗΣΗ ΧΑΡΙΣΜΑΤΩΝ <box>625 168 799 193</box>
doctor-listing <box>1006 1295 1188 1327</box>
schedule-row <box>20 1990 388 2004</box>
power-cut-sign: Δ.Ε.Η. <box>963 1490 996 1502</box>
schedule-destination: ΠΕΛΟΠΟΝΝΗΣΟΣ <box>81 2077 316 2092</box>
johnyman-item: 2. ΟΔΗΓΟ: με δίπλωμα Β' κατηγορίας και ηλικία μέχρι 40 ετών. <box>1013 2037 1180 2077</box>
schedule-price: δρχ 9800 <box>316 1990 388 2004</box>
tender-item <box>621 355 803 412</box>
doctor-listing <box>1006 934 1188 966</box>
doctor-info: Ωτορινολαρυγγολόγος. <box>1037 1023 1156 1035</box>
article-headline: ΣΥΝΕΔΡΙΟ ΓΙΑ ΤΙΣ ΕΦΑΡΜΟΓΕΣ ΠΡΟΪΟΝΤΩΝ ΖΥΛΕΙΑΣ ΘΑ ΔΙΟΡΓΑΝΩΘΕΙ ΜΕ ΤΗΝ ΕΥΚΑΙΡΙΑ ΤΗΣ «ΦΟΥΡΝΙΤΕΚ» <box>20 886 388 918</box>
article-headline: Η ΟΙΚΟΝΟΜΙΚΗ ΚΑΤΑΣΤΑΣΗ ΤΩΝ ΦΑΡΜΑΚΩΝ <box>413 689 599 717</box>
doctor-name: ΣΤΕΛΛΑ ΙΝΝΑΝ - ΚΟΥΡΤΗ <box>837 997 972 1010</box>
tender-item <box>1203 423 1365 453</box>
johnyman-job-ad <box>1006 1824 1188 2297</box>
schedule-row <box>20 2092 388 2107</box>
dei-logo <box>621 1349 664 1392</box>
doctor-info: Παθολόγος. Δέχεται 9–1 και 5–8. <box>1011 949 1182 961</box>
article-headline: ΝΕΕΣ ΣΥΜΒΑΣΕΙΣ ΓΙΑ ΤΗΝ ΑΠΟΦΥΓΗ ΤΗΣ ΔΙΠΛΗΣ ΦΟΡΟΛΟΓΙΑΣ <box>1385 641 1528 678</box>
tender-body: Αναβάλλεται ο διαγωνισμός. <box>1203 440 1352 452</box>
poster-film-title: ΜΑΚΑΡΙΟΣ: <box>1344 1725 1531 1759</box>
